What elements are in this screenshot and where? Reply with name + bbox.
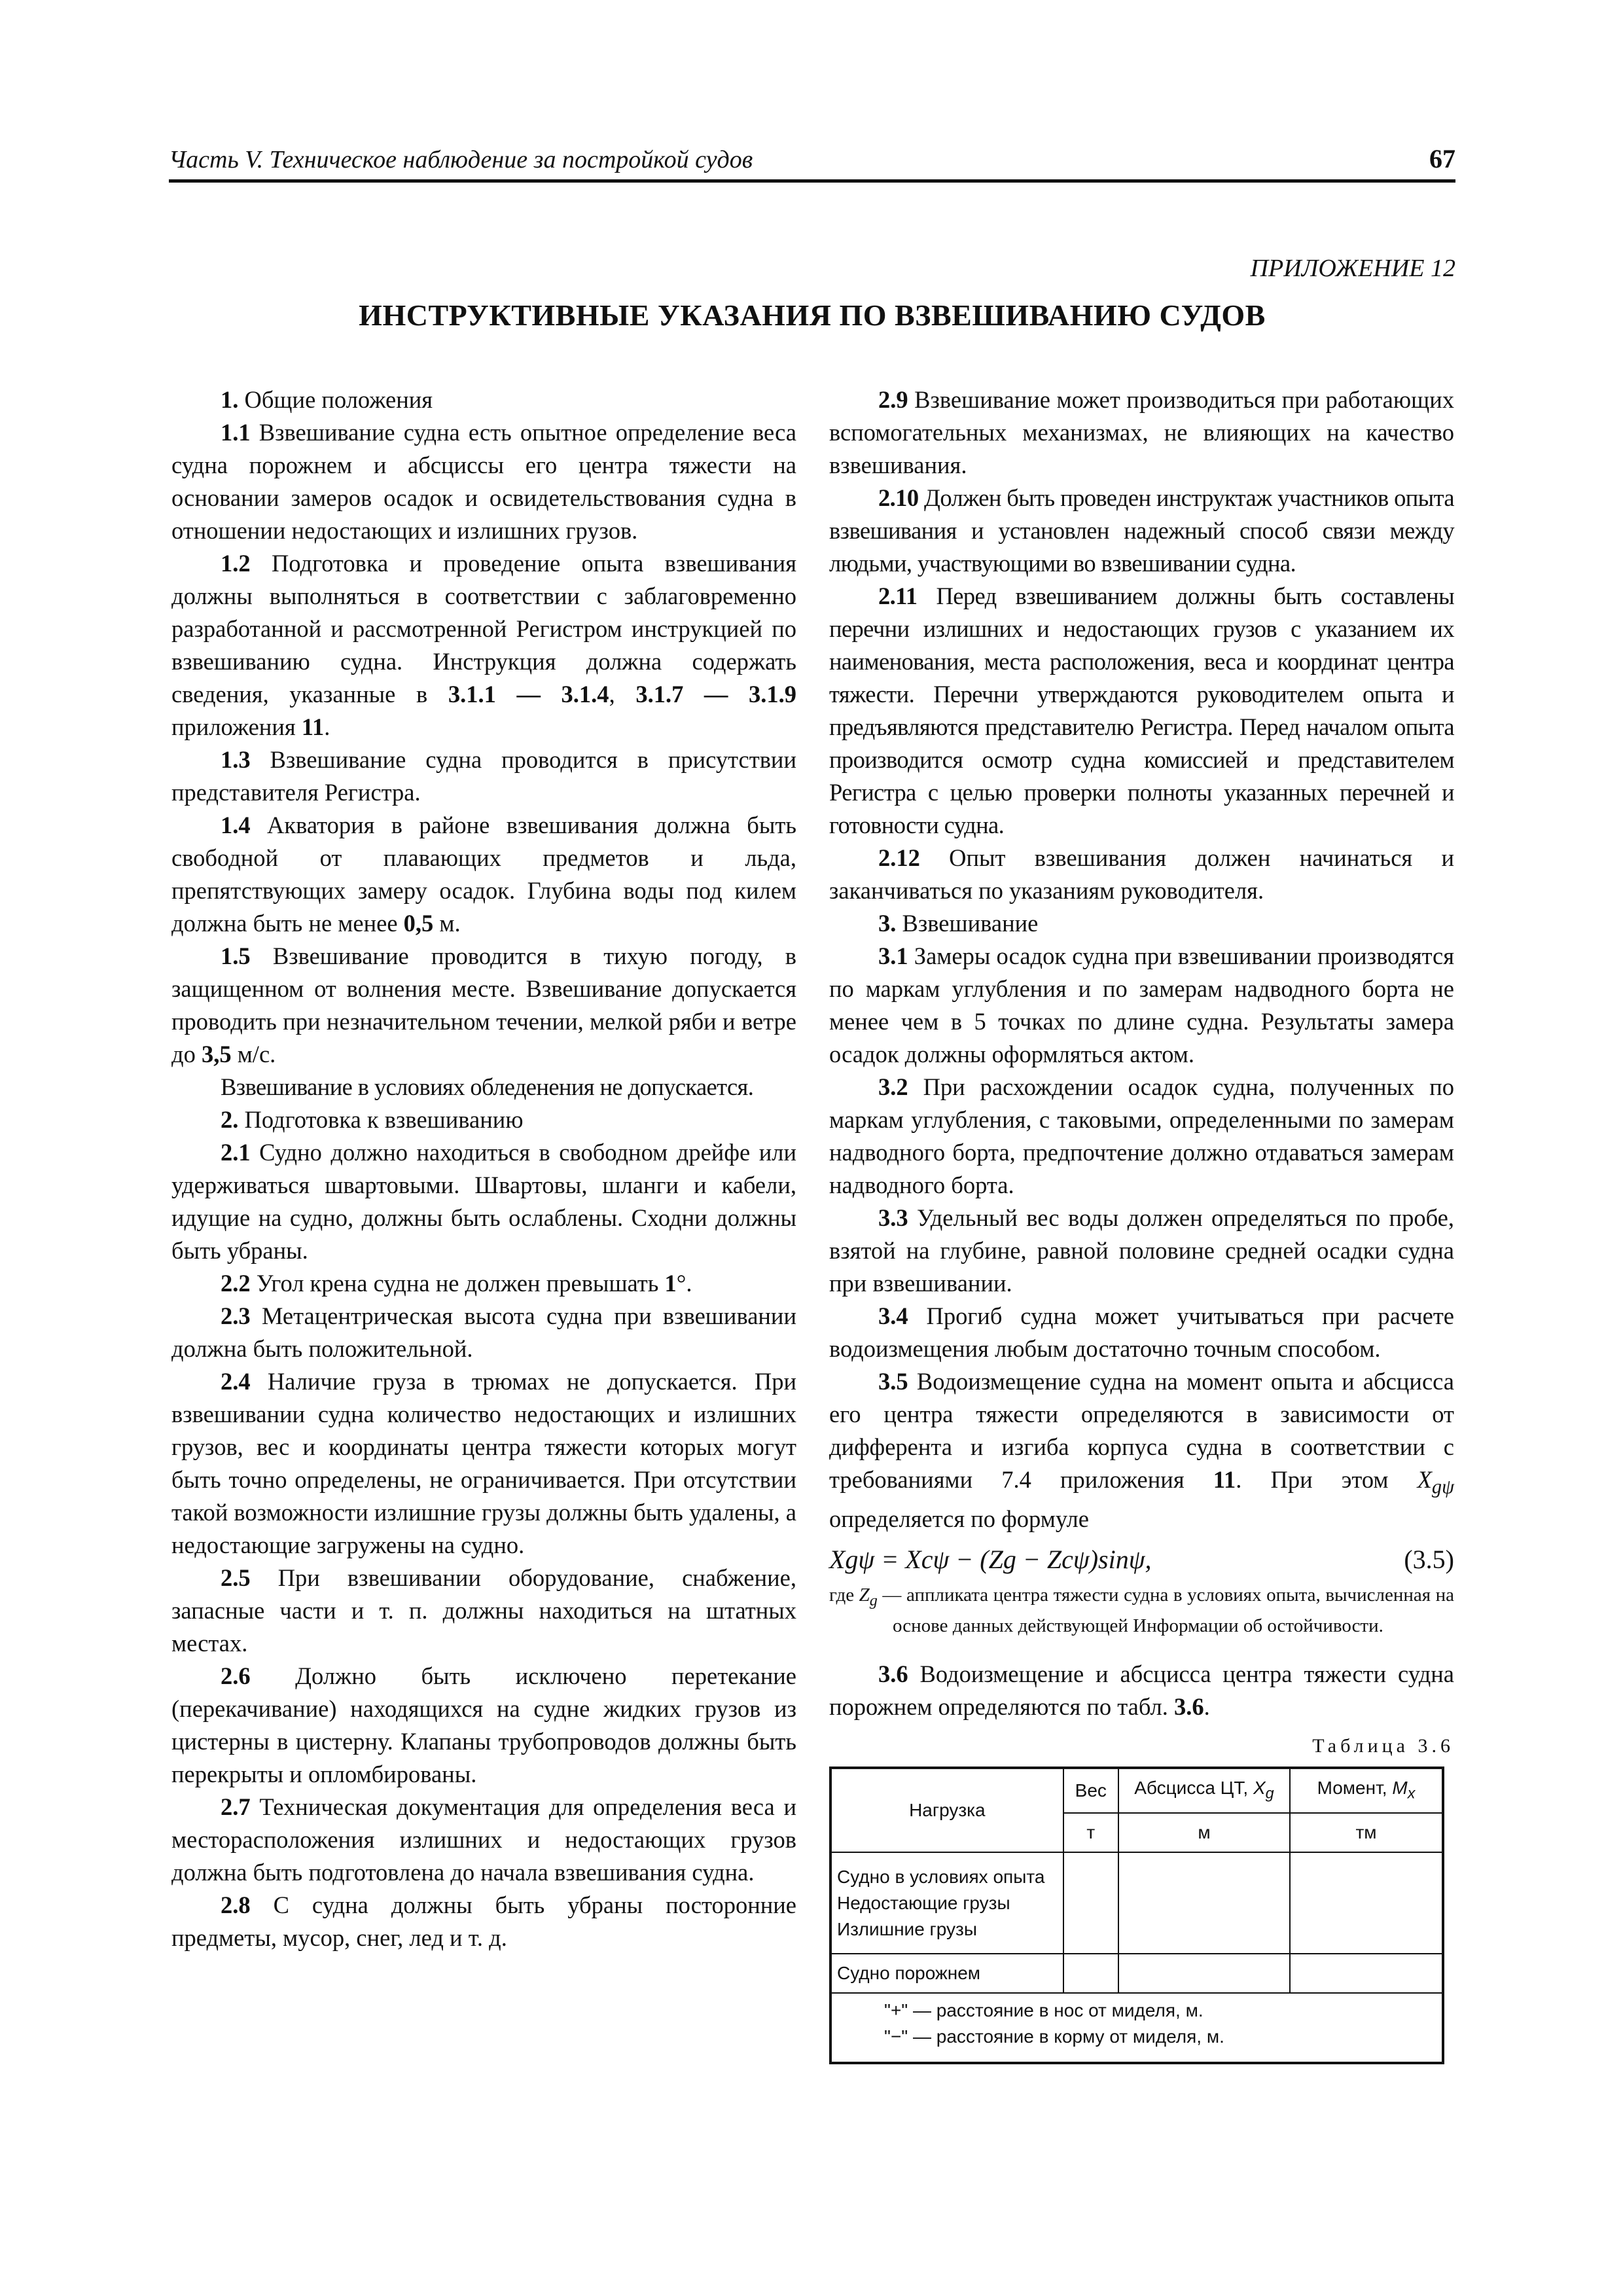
paragraph: Взвешивание в условиях обледенения не допускается. [221, 1073, 754, 1100]
paragraph: 2.5 При взвешивании оборудование, снабжение, запасные части и т. п. должны находиться на штатных местах. [171, 1564, 797, 1657]
table-row [830, 1954, 1443, 1993]
paragraph: 2.9 Взвешивание может производиться при работающих вспомогательных механизмах, не влияющих на качество взвешивания. [829, 386, 1455, 478]
weighing-table [829, 1767, 1444, 2064]
section-heading: 3. Взвешивание [878, 910, 1039, 937]
right-column [829, 384, 1454, 2064]
paragraph: 2.8 С судна должны быть убраны посторонние предметы, мусор, снег, лед и т. д. [171, 1892, 796, 1951]
table-row [830, 1852, 1443, 1954]
document-title: ИНСТРУКТИВНЫЕ УКАЗАНИЯ ПО ВЗВЕШИВАНИЮ СУДОВ [359, 298, 1266, 332]
paragraph: 3.6 Водоизмещение и абсцисса центра тяжести судна порожнем определяются по табл. 3.6. [829, 1660, 1455, 1721]
section-heading: 1. Общие положения [221, 386, 433, 413]
paragraph: 1.2 Подготовка и проведение опыта взвешивания должны выполняться в соответствии с заблаговременно разработанной и рассмотренной Регистром инструкцией по взвешиванию судна. Инструкция должна содержать сведения, указанные в 3.1.1 — 3.1.4, 3.1.7 — 3.1.9 приложения 11. [171, 550, 797, 740]
header-cell: Вес [1063, 1768, 1118, 1813]
unit-cell: тм [1290, 1813, 1443, 1852]
paragraph: 2.2 Угол крена судна не должен превышать 1°. [221, 1270, 692, 1297]
section-heading: 2. Подготовка к взвешиванию [221, 1106, 524, 1133]
paragraph: 2.10 Должен быть проведен инструктаж участников опыта взвешивания и установлен надежный способ связи между людьми, участвующими во взвешивании судна. [829, 484, 1455, 577]
unit-cell: т [1063, 1813, 1118, 1852]
paragraph: 2.1 Судно должно находиться в свободном дрейфе или удерживаться швартовыми. Швартовы, шланги и кабели, идущие на судно, должны быть ослаблены. Сходни должны быть убраны. [171, 1139, 796, 1264]
table-header-row [830, 1768, 1443, 1813]
header-cell: Момент, $M_x$ [1290, 1768, 1443, 1813]
row-label-cell: Судно порожнем [830, 1954, 1063, 1993]
paragraph: 1.4 Акватория в районе взвешивания должна быть свободной от плавающих предметов и льда, препятствующих замеру осадок. Глубина воды под килем должна быть не менее 0,5 м. [171, 812, 796, 937]
paragraph: 1.1 Взвешивание судна есть опытное определение веса судна порожнем и абсциссы его центра тяжести на основании замеров осадок и освидетельствования судна в отношении недостающих и излишних грузов. [171, 419, 797, 544]
page-header [169, 139, 1455, 183]
left-column [171, 384, 796, 1954]
formula-explanation: где $Z_g$ — аппликата центра тяжести судна в условиях опыта, вычисленная на основе данных действующей Информации об остойчивости. [829, 1585, 1455, 1637]
table-cell [1118, 1954, 1290, 1993]
paragraph: 1.3 Взвешивание судна проводится в присутствии представителя Регистра. [171, 746, 796, 806]
table-notes-row [830, 1993, 1443, 2063]
formula-expression: Xgψ = Xcψ − (Zg − Zcψ)sinψ, [829, 1545, 1152, 1575]
header-cell: Нагрузка [830, 1768, 1063, 1852]
table-cell [1290, 1852, 1443, 1954]
paragraph: 2.4 Наличие груза в трюмах не допускается. При взвешивании судна количество недостающих и излишних грузов, вес и координаты центра тяжести которых могут быть точно определены, не ограничивается. При отсутствии такой возможности излишние грузы должны быть удалены, а недостающие загружены на судно. [171, 1368, 796, 1558]
appendix-label: ПРИЛОЖЕНИЕ 12 [1250, 255, 1455, 282]
paragraph: 1.5 Взвешивание проводится в тихую погоду, в защищенном от волнения месте. Взвешивание допускается проводить при незначительном течении, мелкой ряби и ветре до 3,5 м/с. [171, 942, 797, 1067]
formula-number: (3.5) [1404, 1545, 1454, 1575]
paragraph: 2.11 Перед взвешиванием должны быть составлены перечни излишних и недостающих грузов с указанием их наименования, места расположения, веса и координат центра тяжести. Перечни утверждаются руководителем опыта и предъявляются представителю Регистра. Перед началом опыта производится осмотр судна комиссией и представителем Регистра с целью проверки полноты указанных перечней и готовности судна. [829, 583, 1454, 838]
table-cell [1063, 1954, 1118, 1993]
page-number: 67 [1429, 144, 1455, 173]
paragraph: 3.3 Удельный вес воды должен определяться по пробе, взятой на глубине, равной половине средней осадки судна при взвешивании. [829, 1204, 1454, 1297]
paragraph: 3.1 Замеры осадок судна при взвешивании производятся по маркам углубления и по замерам надводного борта не менее чем в 5 точках по длине судна. Результаты замера осадок должны оформляться актом. [829, 942, 1455, 1067]
table-cell [1063, 1852, 1118, 1954]
running-title: Часть V. Техническое наблюдение за постройкой судов [169, 146, 753, 173]
paragraph: 2.6 Должно быть исключено перетекание (перекачивание) находящихся на судне жидких грузов из цистерны в цистерну. Клапаны трубопроводов должны быть перекрыты и опломбированы. [171, 1662, 796, 1787]
header-cell: Абсцисса ЦТ, $X_g$ [1118, 1768, 1290, 1813]
paragraph: 3.5 Водоизмещение судна на момент опыта и абсцисса его центра тяжести определяются в зависимости от дифферента и изгиба корпуса судна в соответствии с требованиями 7.4 приложения 11. При этом $X_{g\psi}$ определяется по формуле [829, 1368, 1455, 1533]
row-labels-cell: Судно в условиях опыта Недостающие грузы Излишние грузы [830, 1852, 1063, 1954]
paragraph: 3.4 Прогиб судна может учитываться при расчете водоизмещения любым достаточно точным способом. [829, 1302, 1455, 1362]
paragraph: 3.2 При расхождении осадок судна, полученных по маркам углубления, с таковыми, определенными по замерам надводного борта, предпочтение должно отдаваться замерам надводного борта. [829, 1073, 1454, 1198]
unit-cell: м [1118, 1813, 1290, 1852]
paragraph: 2.12 Опыт взвешивания должен начинаться и заканчиваться по указаниям руководителя. [829, 844, 1454, 904]
paragraph: 2.3 Метацентрическая высота судна при взвешивании должна быть положительной. [171, 1302, 796, 1362]
table-notes: "+" — расстояние в нос от миделя, м. "−" — расстояние в корму от миделя, м. [830, 1993, 1443, 2063]
formula [829, 1543, 1454, 1576]
table-cell [1290, 1954, 1443, 1993]
table-caption: Таблица 3.6 [1312, 1735, 1454, 1757]
table-cell [1118, 1852, 1290, 1954]
paragraph: 2.7 Техническая документация для определения веса и месторасположения излишних и недостающих грузов должна быть подготовлена до начала взвешивания судна. [171, 1793, 797, 1886]
